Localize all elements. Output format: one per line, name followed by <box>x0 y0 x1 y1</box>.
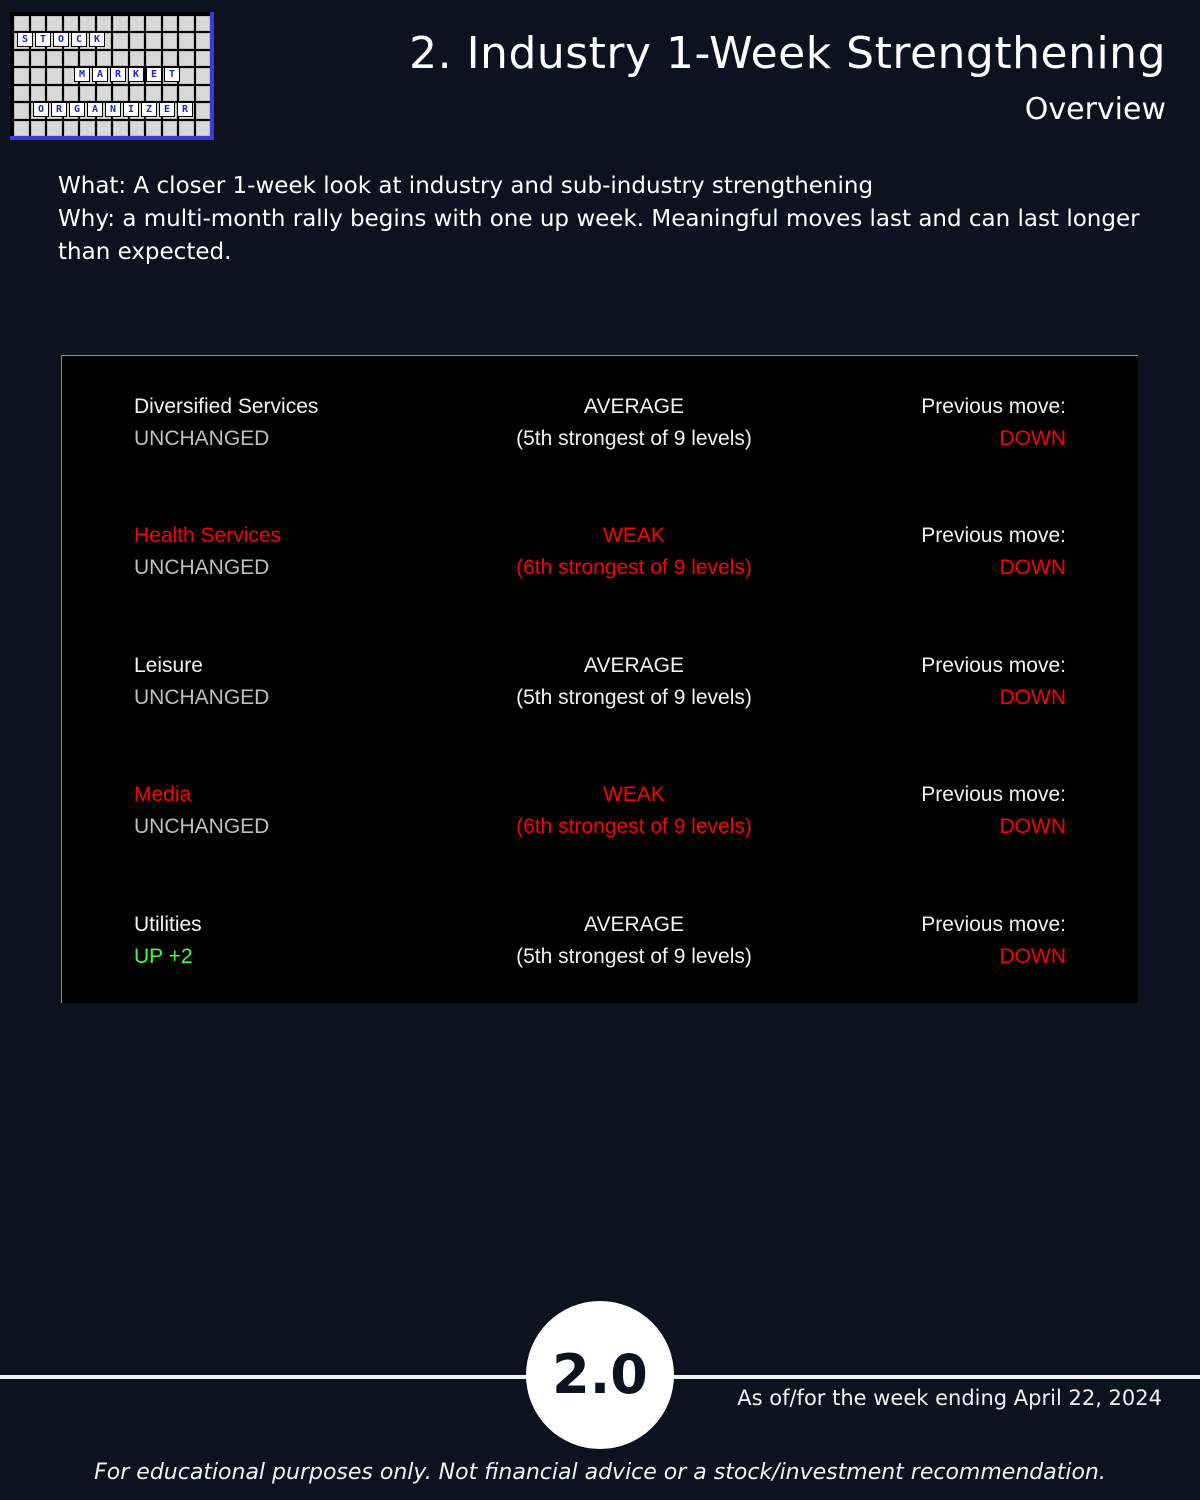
logo-grid-cell <box>130 33 145 48</box>
logo-grid-cell <box>179 51 194 66</box>
logo-letter: R <box>110 67 126 82</box>
industry-name: Diversified Services <box>134 395 319 418</box>
strength-rank: (5th strongest of 9 levels) <box>516 686 752 709</box>
logo-letter: C <box>71 32 87 47</box>
logo-grid-cell <box>196 121 211 136</box>
logo-grid-cell <box>146 33 161 48</box>
logo-word-stock <box>17 32 105 47</box>
logo-letter: O <box>33 102 49 117</box>
logo-grid-cell <box>14 103 29 118</box>
logo-grid-cell <box>196 68 211 83</box>
industry-name: Utilities <box>134 913 202 936</box>
logo-grid-cell <box>97 16 112 31</box>
logo-grid-cell <box>130 16 145 31</box>
industry-name: Leisure <box>134 654 203 677</box>
logo-letter: E <box>159 102 175 117</box>
logo-word-market <box>74 67 180 82</box>
logo-grid-cell <box>113 51 128 66</box>
previous-move-value: DOWN <box>999 815 1066 838</box>
logo-grid-cell <box>80 121 95 136</box>
industry-change: UNCHANGED <box>134 427 270 450</box>
industry-table <box>61 355 1138 1003</box>
page-title: 2. Industry 1-Week Strengthening <box>409 28 1166 79</box>
logo-grid-cell <box>163 33 178 48</box>
intro-what: What: A closer 1-week look at industry and sub-industry strengthening <box>58 173 874 199</box>
previous-move-value: DOWN <box>999 427 1066 450</box>
logo-grid-cell <box>179 86 194 101</box>
logo-grid-cell <box>163 51 178 66</box>
logo-grid-cell <box>47 51 62 66</box>
page-subtitle: Overview <box>1024 92 1166 127</box>
stock-market-organizer-logo <box>10 12 214 140</box>
logo-grid-cell <box>31 68 46 83</box>
logo-grid-cell <box>179 68 194 83</box>
logo-grid-cell <box>47 68 62 83</box>
logo-grid-cell <box>163 16 178 31</box>
previous-move-label: Previous move: <box>921 654 1066 677</box>
industry-name: Media <box>134 783 192 806</box>
logo-grid-cell <box>163 121 178 136</box>
previous-move-label: Previous move: <box>921 783 1066 806</box>
logo-grid-cell <box>31 51 46 66</box>
industry-name: Health Services <box>134 524 282 547</box>
strength-rank: (5th strongest of 9 levels) <box>516 945 752 968</box>
logo-letter: E <box>146 67 162 82</box>
logo-letter: T <box>164 67 180 82</box>
logo-letter: N <box>105 102 121 117</box>
strength-level: AVERAGE <box>584 913 684 936</box>
industry-change: UNCHANGED <box>134 686 270 709</box>
logo-grid-cell <box>130 86 145 101</box>
logo-grid-cell <box>47 86 62 101</box>
logo-grid-cell <box>80 51 95 66</box>
industry-change: UNCHANGED <box>134 556 270 579</box>
strength-rank: (6th strongest of 9 levels) <box>516 556 752 579</box>
logo-grid-cell <box>146 121 161 136</box>
previous-move-value: DOWN <box>999 556 1066 579</box>
logo-letter: R <box>177 102 193 117</box>
intro-why: Why: a multi-month rally begins with one up week. Meaningful moves last and can last longer than expected. <box>58 206 1140 265</box>
strength-level: WEAK <box>603 783 665 806</box>
table-row <box>62 391 1138 461</box>
logo-letter: K <box>128 67 144 82</box>
table-row <box>62 779 1138 849</box>
logo-grid-cell <box>113 16 128 31</box>
logo-grid-cell <box>31 86 46 101</box>
logo-grid-cell <box>64 121 79 136</box>
disclaimer: For educational purposes only. Not financial advice or a stock/investment recommendation. <box>94 1460 1106 1485</box>
logo-letter: M <box>74 67 90 82</box>
logo-grid-cell <box>97 121 112 136</box>
logo-grid-cell <box>196 33 211 48</box>
previous-move-label: Previous move: <box>921 524 1066 547</box>
logo-grid-cell <box>113 33 128 48</box>
strength-rank: (5th strongest of 9 levels) <box>516 427 752 450</box>
logo-letter: K <box>89 32 105 47</box>
logo-word-organizer <box>33 102 193 117</box>
logo-grid-cell <box>196 103 211 118</box>
table-row <box>62 909 1138 979</box>
logo-grid-cell <box>179 121 194 136</box>
table-row <box>62 650 1138 720</box>
section-number-badge: 2.0 <box>526 1301 674 1449</box>
industry-change: UNCHANGED <box>134 815 270 838</box>
logo-grid-cell <box>14 68 29 83</box>
logo-grid-cell <box>196 86 211 101</box>
logo-letter: I <box>123 102 139 117</box>
as-of-date: As of/for the week ending April 22, 2024 <box>737 1386 1162 1410</box>
logo-grid-cell <box>14 121 29 136</box>
logo-grid-cell <box>97 86 112 101</box>
strength-level: AVERAGE <box>584 395 684 418</box>
logo-grid-cell <box>146 51 161 66</box>
intro-text <box>58 170 1148 269</box>
logo-grid-cell <box>80 16 95 31</box>
logo-grid-cell <box>113 121 128 136</box>
logo-grid-cell <box>64 86 79 101</box>
previous-move-label: Previous move: <box>921 395 1066 418</box>
logo-letter: T <box>35 32 51 47</box>
logo-grid-cell <box>146 86 161 101</box>
previous-move-value: DOWN <box>999 686 1066 709</box>
logo-grid-cell <box>113 86 128 101</box>
strength-level: AVERAGE <box>584 654 684 677</box>
logo-grid-cell <box>196 51 211 66</box>
logo-grid-cell <box>14 86 29 101</box>
strength-rank: (6th strongest of 9 levels) <box>516 815 752 838</box>
logo-grid-cell <box>80 86 95 101</box>
logo-letter: R <box>51 102 67 117</box>
logo-letter: A <box>92 67 108 82</box>
logo-grid-cell <box>130 121 145 136</box>
logo-grid-cell <box>97 51 112 66</box>
logo-grid-cell <box>47 121 62 136</box>
logo-grid-cell <box>31 121 46 136</box>
logo-letter: A <box>87 102 103 117</box>
logo-grid-cell <box>130 51 145 66</box>
logo-grid-cell <box>14 16 29 31</box>
table-row <box>62 520 1138 590</box>
logo-grid-cell <box>14 51 29 66</box>
logo-grid-cell <box>179 33 194 48</box>
logo-grid-cell <box>64 16 79 31</box>
logo-letter: O <box>53 32 69 47</box>
previous-move-value: DOWN <box>999 945 1066 968</box>
logo-grid-cell <box>196 16 211 31</box>
previous-move-label: Previous move: <box>921 913 1066 936</box>
logo-grid-cell <box>47 16 62 31</box>
industry-change: UP +2 <box>134 945 193 968</box>
logo-grid-cell <box>31 16 46 31</box>
logo-letter: G <box>69 102 85 117</box>
logo-grid-cell <box>163 86 178 101</box>
logo-grid-cell <box>179 16 194 31</box>
logo-grid-cell <box>146 16 161 31</box>
logo-grid-cell <box>64 51 79 66</box>
logo-letter: S <box>17 32 33 47</box>
logo-letter: Z <box>141 102 157 117</box>
strength-level: WEAK <box>603 524 665 547</box>
